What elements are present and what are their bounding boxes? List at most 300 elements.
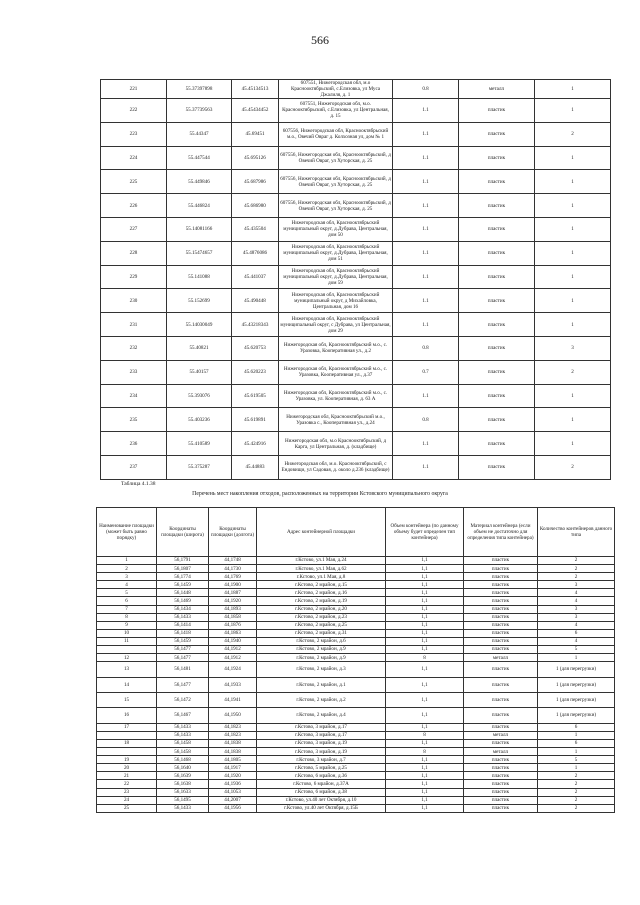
material: пластик [464,557,538,565]
table-row [101,455,611,479]
volume: 8 [386,748,464,756]
table-row [101,265,611,289]
address: г.Кстово, 2 мрайон, д.9 [257,646,386,654]
site-number: 3 [97,573,157,581]
container-count: 1 [535,194,611,218]
latitude: 55.40157 [167,360,232,384]
address: г.Кстово, 2 мрайон, д.25 [257,621,386,629]
volume: 1,1 [386,764,464,772]
table-row [97,723,615,731]
latitude: 55.446824 [167,194,232,218]
site-number: 5 [97,589,157,597]
site-number: 221 [101,80,167,99]
address: г.Кстово, 3 мрайон, д.7 [257,756,386,764]
volume: 1.1 [393,432,459,456]
table-row [97,731,615,739]
address: Нижегородская обл, Краснооктябрьский муниципальный округ, д Михайловка, Центральная, дом 16 [279,289,393,313]
latitude: 56,1458 [157,739,209,747]
table-row [97,646,615,654]
table-row [101,194,611,218]
longitude: 44,1920 [209,597,257,605]
site-number: 13 [97,662,157,677]
address: Нижегородская обл, Краснооктябрьский м.о., с. Уразовка, Кооперативная ул., д.37 [279,360,393,384]
header-material: Материал контейнера (если объем не достаточно для определения типа контейнера) [464,508,538,557]
address: г.Кстово, 5 мрайон, д.25 [257,764,386,772]
address: г.Кстово, 2 мрайон, д.6 [257,637,386,645]
latitude: 56,1633 [157,788,209,796]
table-row [101,384,611,408]
address: г.Кстово, 2 мрайон, д.19 [257,597,386,605]
container-count: 2 [538,772,615,780]
table-row [97,621,615,629]
site-number: 25 [97,804,157,812]
container-count: 3 [538,613,615,621]
address: Нижегородская обл, Краснооктябрьский муниципальный округ, с Дубрава, ул Центральная, дом 29 [279,313,393,337]
material: пластик [464,662,538,677]
table-row [97,654,615,662]
longitude: 44,1917 [209,764,257,772]
longitude: 44,1920 [209,772,257,780]
address: 607551, Нижегородская обл, м.о. Краснооктябрьский, с.Елизовка, ул Центральная, д. 15 [279,99,393,123]
volume: 1,1 [386,708,464,723]
site-number: 24 [97,796,157,804]
site-number: 223 [101,122,167,146]
longitude: 44,1900 [209,581,257,589]
volume: 1,1 [386,693,464,708]
volume: 1,1 [386,756,464,764]
volume: 1.1 [393,455,459,479]
address: Нижегородская обл, Краснооктябрьский муниципальный округ, д.Дубрава, Центральная, дом 59 [279,265,393,289]
material: пластик [464,621,538,629]
address: 607551, Нижегородская обл, м.о Краснооктябрьский, с.Елизовка, ул Муса Джалиля, д. 1 [279,80,393,99]
container-count: 3 [538,581,615,589]
longitude: 44,1053 [209,788,257,796]
address: Нижегородская обл, Краснооктябрьский м.о., с. Уразовка, ул. Кооперативная, д. 63 А [279,384,393,408]
latitude: 56,1638 [157,780,209,788]
material: пластик [464,589,538,597]
table-row [97,557,615,565]
material: пластик [464,723,538,731]
volume: 1,1 [386,780,464,788]
longitude: 45.45434452 [232,99,279,123]
site-number: 233 [101,360,167,384]
material: пластик [464,597,538,605]
latitude: 55.37397898 [167,80,232,99]
table-row [101,241,611,265]
container-count: 1 [535,313,611,337]
longitude: 44,1863 [209,629,257,637]
site-number: 4 [97,581,157,589]
address: г.Кстово, 6 мрайон, д.36 [257,772,386,780]
latitude: 56,1469 [157,597,209,605]
volume: 1,1 [386,739,464,747]
longitude: 45.695126 [232,146,279,170]
address: г.Кстово, 6 мрайон, д.38 [257,788,386,796]
latitude: 55.14030049 [167,313,232,337]
table-row [101,360,611,384]
site-number: 15 [97,693,157,708]
volume: 1,1 [386,677,464,692]
site-number: 237 [101,455,167,479]
volume: 1.1 [393,217,459,241]
latitude: 55.14081166 [167,217,232,241]
material: пластик [464,796,538,804]
table-row [101,336,611,360]
longitude: 45.44883 [232,455,279,479]
address: г.Кстово, 2 мрайон, д.16 [257,589,386,597]
volume: 1,1 [386,796,464,804]
table-row [97,788,615,796]
longitude: 44,1940 [209,637,257,645]
address: г.Кстово, 2 мрайон, д.2 [257,693,386,708]
address: г.Кстово, 3 мрайон, д.17 [257,731,386,739]
latitude: 55.40821 [167,336,232,360]
material: пластик [459,122,535,146]
container-count: 1 [538,764,615,772]
material: пластик [464,756,538,764]
longitude: 45.619891 [232,408,279,432]
site-number: 232 [101,336,167,360]
site-number: 1 [97,557,157,565]
table-row [97,739,615,747]
table-row [97,780,615,788]
site-number [97,748,157,756]
longitude: 45.435504 [232,217,279,241]
longitude: 44,1924 [209,662,257,677]
latitude: 56,1433 [157,613,209,621]
longitude: 45.43218343 [232,313,279,337]
address: г.Кстово, ул.1 Мая, д.62 [257,565,386,573]
longitude: 45.686980 [232,194,279,218]
longitude: 44,1858 [209,613,257,621]
address: г.Кстово, 2 мрайон, д.3 [257,662,386,677]
latitude: 55.403236 [167,408,232,432]
container-count: 1 [535,241,611,265]
longitude: 44,1730 [209,565,257,573]
volume: 1,1 [386,589,464,597]
address: г.Кстово, 2 мрайон, д.4 [257,708,386,723]
address: Нижегородская обл, Краснооктябрьский муниципальный округ, д.Дубрава, Центральная, дом 50 [279,217,393,241]
latitude: 56,1458 [157,748,209,756]
address: 607556, Нижегородская обл, Краснооктябрьский, д Овечий Овраг, ул Хуторская, д. 25 [279,194,393,218]
container-count: 2 [538,796,615,804]
material: пластик [464,764,538,772]
volume: 1.1 [393,122,459,146]
latitude: 55.37739563 [167,99,232,123]
volume: 8 [386,654,464,662]
table-row [101,146,611,170]
volume: 1.1 [393,194,459,218]
material: пластик [459,217,535,241]
container-count: 5 [538,646,615,654]
container-count: 1 [538,748,615,756]
material: пластик [459,455,535,479]
volume: 1,1 [386,646,464,654]
latitude: 55.449846 [167,170,232,194]
latitude: 56,1791 [157,557,209,565]
container-count: 2 [538,780,615,788]
site-number: 14 [97,677,157,692]
table-row [101,432,611,456]
latitude: 55.447544 [167,146,232,170]
container-count: 2 [535,360,611,384]
latitude: 56,1459 [157,637,209,645]
table-row [97,677,615,692]
material: пластик [464,637,538,645]
longitude: 45.620223 [232,360,279,384]
longitude: 44,1950 [209,708,257,723]
site-number: 227 [101,217,167,241]
material: пластик [459,194,535,218]
address: г.Кстово, ул.1 Мая, д.8 [257,573,386,581]
table-row [97,693,615,708]
site-number: 10 [97,629,157,637]
table-row [97,764,615,772]
table-row [101,99,611,123]
latitude: 56,1448 [157,589,209,597]
material: пластик [459,99,535,123]
volume: 1,1 [386,788,464,796]
table-row [97,581,615,589]
site-number: 18 [97,739,157,747]
longitude: 44,1769 [209,573,257,581]
table-row [101,289,611,313]
container-count: 6 [538,739,615,747]
table-row [97,629,615,637]
volume: 1,1 [386,629,464,637]
latitude: 55.375287 [167,455,232,479]
site-number: 224 [101,146,167,170]
material: пластик [459,313,535,337]
volume: 1,1 [386,772,464,780]
table-row [97,804,615,812]
site-number: 234 [101,384,167,408]
material: пластик [459,336,535,360]
longitude: 45.45134513 [232,80,279,99]
table-row [101,122,611,146]
volume: 8 [386,731,464,739]
longitude: 44,1933 [209,677,257,692]
table-title: Перечень мест накопления отходов, расположенных на территории Кстовского муниципального округа [192,491,448,497]
material: пластик [464,780,538,788]
site-number: 12 [97,654,157,662]
site-number: 228 [101,241,167,265]
address: г.Кстово, 2 мрайон, д.23 [257,613,386,621]
address: г.Кстово, 6 мрайон, д.37А [257,780,386,788]
latitude: 56,1477 [157,654,209,662]
sites-table-continued [100,79,611,480]
address: Нижегородская обл, м.о. Краснооктябрьский, с Ендовищи, ул Садовая, д. около д.236 (кладбище) [279,455,393,479]
material: пластик [459,289,535,313]
volume: 0.8 [393,336,459,360]
volume: 1,1 [386,605,464,613]
address: г.Кстово, 2 мрайон, д.1 [257,677,386,692]
container-count: 1 [535,432,611,456]
longitude: 44,1838 [209,739,257,747]
material: пластик [459,146,535,170]
header-volume: Объем контейнера (по данному объему будет определен тип контейнера) [386,508,464,557]
latitude: 56,1434 [157,605,209,613]
site-number: 16 [97,708,157,723]
latitude: 55.141088 [167,265,232,289]
address: г.Кстово, ул.40 лет Октября, д.10 [257,796,386,804]
container-count: 1 [535,170,611,194]
latitude: 56,1414 [157,621,209,629]
site-number: 11 [97,637,157,645]
table-row [101,170,611,194]
material: пластик [464,788,538,796]
material: металл [464,748,538,756]
header-site-name: Наименование площадки (может быть равно порядку) [97,508,157,557]
latitude: 56,1467 [157,708,209,723]
site-number: 230 [101,289,167,313]
table-row [101,80,611,99]
site-number: 225 [101,170,167,194]
material: металл [464,654,538,662]
longitude: 44,1823 [209,723,257,731]
header-latitude: Координаты площадки (широта) [157,508,209,557]
longitude: 45.441037 [232,265,279,289]
site-number: 236 [101,432,167,456]
material: пластик [459,265,535,289]
volume: 1,1 [386,581,464,589]
address: г.Кстово, 2 мрайон, д.9 [257,654,386,662]
container-count: 4 [538,589,615,597]
site-number: 235 [101,408,167,432]
latitude: 56,1418 [157,629,209,637]
volume: 1,1 [386,637,464,645]
table-header-row [97,508,615,557]
latitude: 56,1774 [157,573,209,581]
latitude: 56,1459 [157,581,209,589]
site-number: 222 [101,99,167,123]
volume: 1.1 [393,289,459,313]
container-count: 1 [535,289,611,313]
site-number: 7 [97,605,157,613]
longitude: 45.4876086 [232,241,279,265]
material: пластик [459,241,535,265]
volume: 1.1 [393,146,459,170]
site-number: 20 [97,764,157,772]
header-address: Адрес контейнерной площадки [257,508,386,557]
material: пластик [464,772,538,780]
volume: 1,1 [386,804,464,812]
table-row [101,408,611,432]
longitude: 44,2007 [209,796,257,804]
site-number: 2 [97,565,157,573]
material: пластик [459,432,535,456]
container-count: 1 (для перегрузки) [538,708,615,723]
container-count: 1 [535,99,611,123]
container-count: 1 [535,217,611,241]
volume: 1,1 [386,565,464,573]
volume: 1,1 [386,621,464,629]
site-number: 6 [97,597,157,605]
container-count: 2 [538,804,615,812]
header-count: Количество контейнеров данного типа [538,508,615,557]
latitude: 56,1433 [157,731,209,739]
longitude: 44,1748 [209,557,257,565]
container-count: 5 [538,756,615,764]
page-number: 566 [311,33,329,47]
latitude: 56,1495 [157,796,209,804]
address: 607556, Нижегородская обл, Краснооктябрьский, д Овечий Овраг, ул Хуторская, д. 25 [279,146,393,170]
container-count: 2 [535,455,611,479]
container-count: 1 [538,654,615,662]
address: 607556, Нижегородская обл, Краснооктябрьский м.о., Овечий Овраг д. Колхозная ул, дом № 1 [279,122,393,146]
longitude: 44,1936 [209,780,257,788]
kstovo-sites-table [96,507,615,813]
table-row [97,605,615,613]
material: пластик [464,646,538,654]
longitude: 44,1838 [209,748,257,756]
container-count: 6 [538,629,615,637]
material: пластик [464,573,538,581]
container-count: 3 [538,605,615,613]
container-count: 4 [538,597,615,605]
latitude: 56,1468 [157,756,209,764]
volume: 0.8 [393,408,459,432]
longitude: 45.619505 [232,384,279,408]
table-row [97,748,615,756]
container-count: 4 [538,637,615,645]
address: г.Кстово, ул.1 Мая, д.24 [257,557,386,565]
longitude: 45.687986 [232,170,279,194]
volume: 0.7 [393,360,459,384]
table-row [97,708,615,723]
table-row [97,613,615,621]
container-count: 1 [535,265,611,289]
address: 607556, Нижегородская обл, Краснооктябрьский, д Овечий Овраг, ул Хуторская, д. 25 [279,170,393,194]
site-number: 23 [97,788,157,796]
address: г.Кстово, ул.40 лет Октября, д.15Б [257,804,386,812]
container-count: 2 [538,557,615,565]
site-number [97,646,157,654]
longitude: 44,1823 [209,731,257,739]
latitude: 56,1477 [157,646,209,654]
container-count: 3 [535,336,611,360]
volume: 1,1 [386,662,464,677]
table-row [101,313,611,337]
material: пластик [464,565,538,573]
material: пластик [464,739,538,747]
latitude: 55.44347 [167,122,232,146]
container-count: 2 [538,565,615,573]
material: пластик [464,693,538,708]
address: Нижегородская обл, Краснооктябрьский м.о., с. Уразовка, Кооперативная ул., д.2 [279,336,393,360]
container-count: 2 [538,573,615,581]
address: Нижегородская обл, Краснооктябрьский м.о., Уразовка с., Кооперативная ул., д.24 [279,408,393,432]
material: пластик [464,804,538,812]
longitude: 44,1941 [209,693,257,708]
volume: 1.1 [393,170,459,194]
site-number: 21 [97,772,157,780]
volume: 1.1 [393,241,459,265]
material: пластик [464,677,538,692]
volume: 1,1 [386,723,464,731]
material: пластик [459,170,535,194]
site-number: 226 [101,194,167,218]
volume: 1,1 [386,613,464,621]
latitude: 56,1472 [157,693,209,708]
volume: 1,1 [386,597,464,605]
site-number: 22 [97,780,157,788]
latitude: 55.15474657 [167,241,232,265]
table-label: Таблица 4.1.38 [121,481,156,487]
longitude: 45.620753 [232,336,279,360]
address: Нижегородская обл, Краснооктябрьский муниципальный округ, д.Дубрава, Центральная, дом 51 [279,241,393,265]
container-count: 1 [535,146,611,170]
